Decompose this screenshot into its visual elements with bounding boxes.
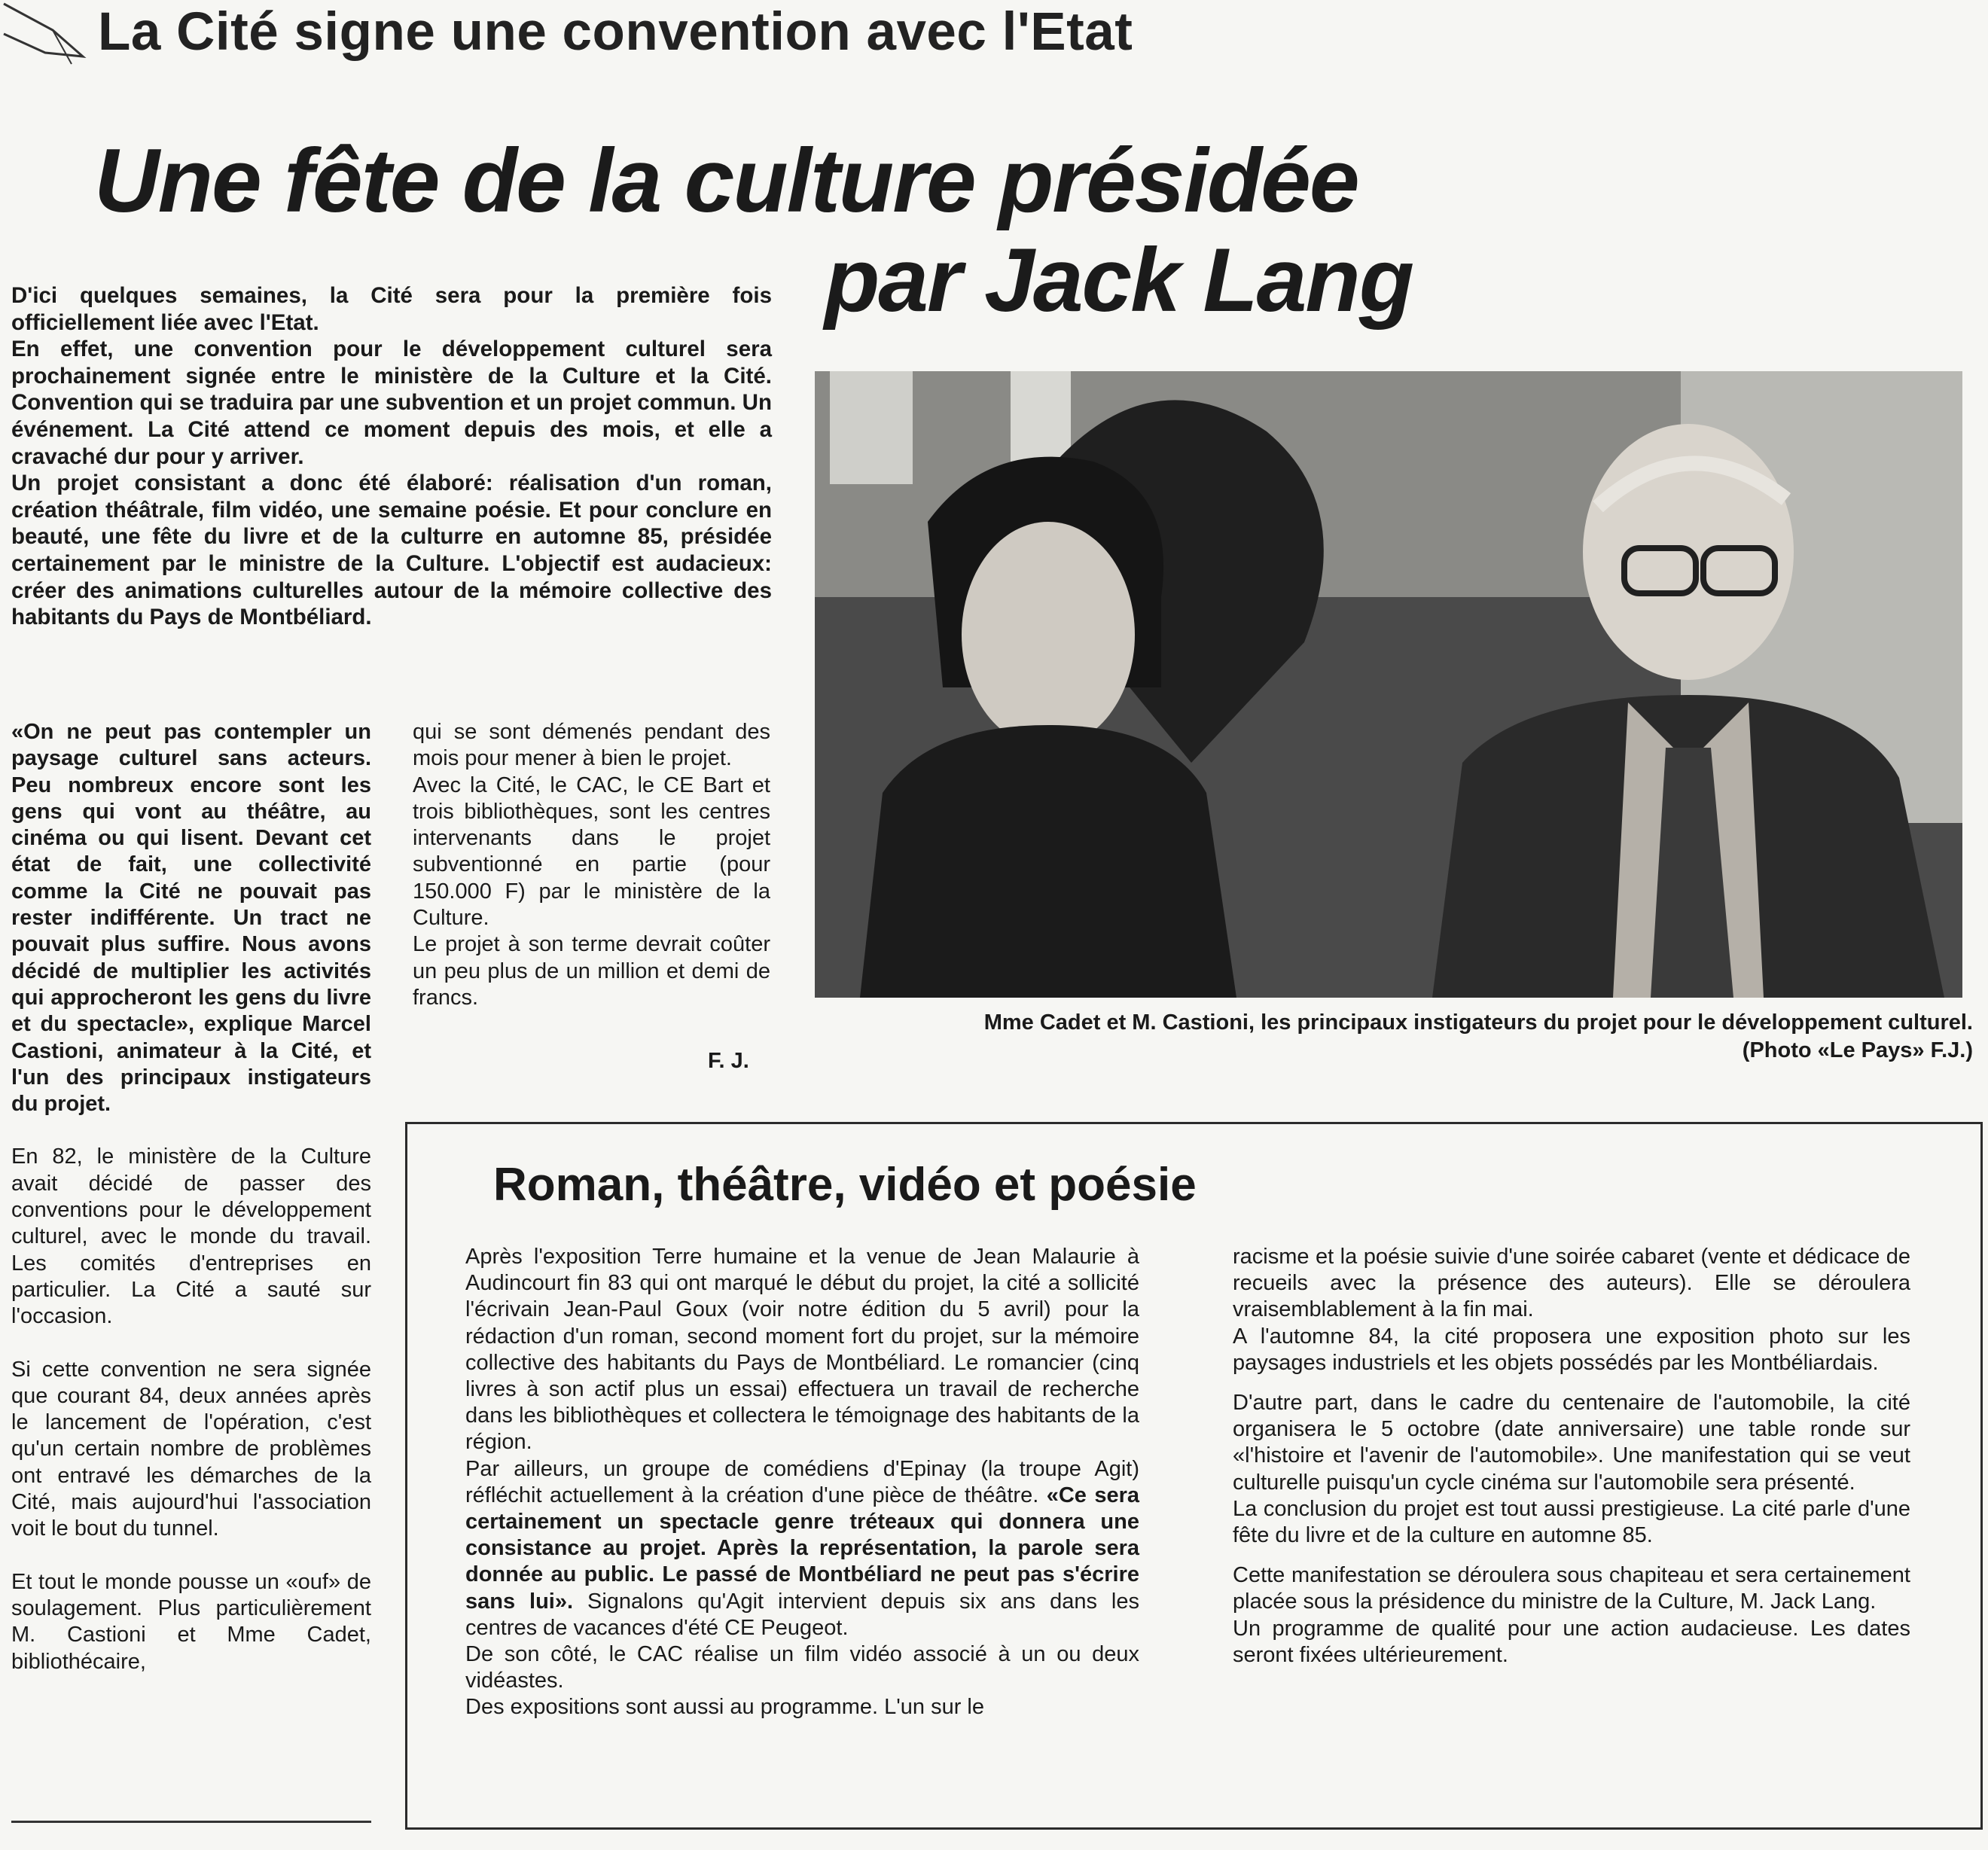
pen-mark-icon — [0, 0, 94, 72]
photo-credit: (Photo «Le Pays» F.J.) — [1742, 1038, 1973, 1062]
castioni-quote — [11, 719, 371, 1117]
sidebar-paragraph: Un programme de qualité pour une action audacieuse. Les dates seront fixées ultérieurement. — [1233, 1616, 1910, 1667]
quote-attribution: explique Marcel Castioni, animateur à la Cité, et l'un des principaux instigateurs du projet. — [11, 1012, 371, 1117]
article-column-left — [11, 719, 371, 1702]
sidebar-paragraph: De son côté, le CAC réalise un film vidéo associé à un ou deux vidéastes. — [465, 1642, 1139, 1693]
article-paragraph: Si cette convention ne sera signée que courant 84, deux années après le lancement de l'opération, c'est qu'un certain nombre de problèmes ont entravé les démarches de la Cité, mais aujourd'hui l'association voit le bout du tunnel. — [11, 1357, 371, 1541]
kicker-headline: La Cité signe une convention avec l'Etat — [98, 2, 1133, 62]
article-paragraph: Avec la Cité, le CAC, le CE Bart et trois bibliothèques, sont les centres intervenants dans le projet subventionné en partie (pour 150.000 F) par le ministère de la Culture. — [413, 773, 770, 931]
photo-caption — [810, 1009, 1973, 1065]
article-column-middle — [413, 719, 770, 1011]
lead-paragraph: En effet, une convention pour le développement culturel sera prochainement signée entre le ministère de la Culture et la Cité. Convention qui se traduira par une subvention et un projet commun. Un événement. La Cité attend ce moment depuis des mois, et elle a cravaché dur pour y arriver. — [11, 337, 772, 469]
sidebar-paragraph: D'autre part, dans le cadre du centenaire de l'automobile, la cité organisera le 5 octobre (date anniversaire) une table ronde sur «l'histoire et l'avenir de l'automobile». Une manifestation qui se veut culturelle puisqu'un cycle cinéma sur l'automobile sera présenté. — [1233, 1391, 1910, 1495]
lead-paragraph: Un projet consistant a donc été élaboré: réalisation d'un roman, création théâtrale, film vidéo, une semaine poésie. Et pour conclure en beauté, une fête du livre et de la culturre en automne 85, présidée certainement par le ministre de la Culture. L'objectif est audacieux: créer des animations culturelles autour de la mémoire collective des habitants du Pays de Montbéliard. — [11, 471, 772, 630]
article-paragraph: En 82, le ministère de la Culture avait décidé de passer des conventions pour le développement culturel, avec le monde du travail. Les comités d'entreprises en particulier. La Cité a sauté sur l'occasion. — [11, 1144, 371, 1329]
sidebar-column-right — [1233, 1244, 1910, 1682]
photo-caption-text: Mme Cadet et M. Castioni, les principaux instigateurs du projet pour le développement culturel. — [983, 1010, 1973, 1035]
article-photo — [815, 371, 1962, 998]
article-paragraph: qui se sont démenés pendant des mois pour mener à bien le projet. — [413, 720, 770, 771]
sidebar-paragraph: racisme et la poésie suivie d'une soirée cabaret (vente et dédicace de recueils avec la présence des auteurs). Elle se déroulera vraisemblablement à la fin mai. — [1233, 1245, 1910, 1322]
column-end-rule — [11, 1821, 371, 1823]
main-headline-line-2: par Jack Lang — [825, 230, 1413, 331]
lead-paragraphs — [11, 282, 772, 631]
lead-paragraph: D'ici quelques semaines, la Cité sera pour la première fois officiellement liée avec l'Etat. — [11, 283, 772, 335]
sidebar-quote-bold: «Ce sera certainement un spectacle genre tréteaux qui donnera une consistance au projet. Après la représentation, la parole sera donnée au public. Le passé de Montbéliard ne peut pas s'écrire sans lui». — [465, 1483, 1139, 1614]
quote-bold: «On ne peut pas contempler un paysage culturel sans acteurs. Peu nombreux encore sont les gens qui vont au théâtre, au cinéma ou qui lisent. Devant cet état de fait, une collectivité comme la Cité ne pouvait pas rester indifférente. Un tract ne pouvait plus suffire. Nous avons décidé de multiplier les activités qui approcheront les gens du livre et du spectacle», — [11, 720, 371, 1037]
sidebar-text: Signalons qu'Agit intervient depuis six ans dans les centres de vacances d'été CE Peugeot. — [465, 1589, 1139, 1640]
sidebar-column-left — [465, 1244, 1139, 1721]
sidebar-paragraph — [465, 1456, 1139, 1641]
article-paragraph: Et tout le monde pousse un «ouf» de soulagement. Plus particulièrement M. Castioni et Mme Cadet, bibliothécaire, — [11, 1569, 371, 1674]
author-signature: F. J. — [708, 1049, 749, 1073]
sidebar-paragraph: Cette manifestation se déroulera sous chapiteau et sera certainement placée sous la présidence du ministre de la Culture, M. Jack Lang. — [1233, 1563, 1910, 1614]
sidebar-box-title: Roman, théâtre, vidéo et poésie — [493, 1159, 1197, 1211]
article-paragraph: Le projet à son terme devrait coûter un peu plus de un million et demi de francs. — [413, 932, 770, 1010]
sidebar-paragraph: Après l'exposition Terre humaine et la venue de Jean Malaurie à Audincourt fin 83 qui ont marqué le début du projet, la cité a sollicité l'écrivain Jean-Paul Goux (voir notre édition du 5 avril) pour la rédaction d'un roman, second moment fort du projet, sur la mémoire collective des habitants du Pays de Montbéliard. Le romancier (cinq livres à son actif plus un essai) effectuera un travail de recherche dans les bibliothèques et collectera le témoignage des habitants de la région. — [465, 1245, 1139, 1455]
sidebar-paragraph: A l'automne 84, la cité proposera une exposition photo sur les paysages industriels et les objets possédés par les Montbéliardais. — [1233, 1324, 1910, 1375]
sidebar-text: Par ailleurs, un groupe de comédiens d'Epinay (la troupe Agit) réfléchit actuellement à la création d'une pièce de théâtre. — [465, 1456, 1139, 1507]
sidebar-paragraph: La conclusion du projet est tout aussi prestigieuse. La cité parle d'une fête du livre et de la culture en automne 85. — [1233, 1496, 1910, 1548]
sidebar-paragraph: Des expositions sont aussi au programme. L'un sur le — [465, 1695, 984, 1720]
main-headline-line-1: Une fête de la culture présidée — [94, 130, 1358, 231]
